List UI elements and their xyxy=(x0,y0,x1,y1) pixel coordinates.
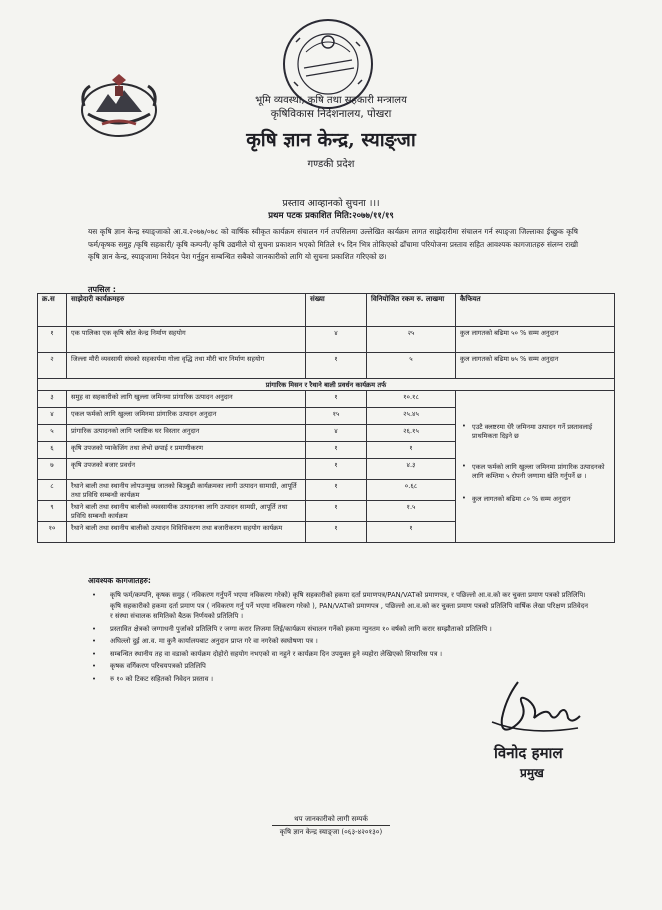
bullet-icon: • xyxy=(462,461,466,470)
contact-info: कृषि ज्ञान केन्द्र स्याङ्जा (०६३-४२०१३०) xyxy=(279,828,383,836)
required-docs-title: आवश्यक कागजातहरु: xyxy=(88,576,151,585)
cell-count: ४ xyxy=(306,425,367,442)
signatory-name: विनोद हमाल xyxy=(494,744,563,762)
directorate-name: कृषिविकास निर्देशनालय, पोखरा xyxy=(270,108,392,120)
bullet-icon: • xyxy=(92,591,97,599)
bullet-icon: • xyxy=(92,637,97,645)
cell-count: ४ xyxy=(306,327,367,353)
cell-sn: २ xyxy=(38,353,67,379)
bullet-icon: • xyxy=(462,421,466,430)
table-subheading: प्रांगारिक मिसन र रैथाने बाली प्रवर्धन कार्यक्रम तर्फ xyxy=(38,379,615,391)
signature-scribble xyxy=(488,678,584,740)
cell-count: १ xyxy=(306,353,367,379)
cell-count: १ xyxy=(306,480,367,501)
ministry-name: भूमि व्यवस्था, कृषि तथा सहकारी मन्त्रालय xyxy=(255,95,407,106)
cell-program: समुह वा सहकारीको लागि खुल्ला जमिनमा प्रांगारिक उत्पादन अनुदान xyxy=(67,391,306,408)
header-remarks: कैफियत xyxy=(456,294,615,327)
list-item: • सम्बन्धित स्थानीय तह वा वडाको कार्यक्रम दोहोरो सहयोग नभएको वा नहुने र कार्यक्रम दिन उपयुक्त हुने व्यहोरा लेखिएको सिफारिस पत्र । xyxy=(92,649,443,658)
details-label: तपसिल : xyxy=(88,285,116,294)
cell-program: प्रांगारिक उत्पादनको लागि प्लाष्टिक घर विस्तार अनुदान xyxy=(67,425,306,442)
cell-count: १ xyxy=(306,459,367,480)
cell-sn: ९ xyxy=(38,501,67,522)
remark-item: • कुल लागतको बढिमा ८० % सम्म अनुदान xyxy=(462,493,571,503)
cell-program: रैथाने बाली तथा स्थानीय लोपउन्मुख जातको बिउबुढी कार्यक्रमका लागी उत्पादन सामाग्री, आपूर्ति तथा प्रविधि सम्बन्धी कार्यक्रम xyxy=(67,480,306,501)
table-row xyxy=(38,327,615,353)
cell-sn: ४ xyxy=(38,408,67,425)
cell-sn: ३ xyxy=(38,391,67,408)
cell-amount: १.५ xyxy=(367,501,456,522)
cell-amount: २५ xyxy=(367,327,456,353)
cell-program: रैथाने बाली तथा स्थानीय बालीको व्यवसायीक उत्पादनका लागि उत्पादन सामग्री, आपूर्ति तथा प्रविधि सम्बन्धी कार्यक्रम xyxy=(67,501,306,522)
cell-program: एकल फर्मको लागि खुल्ला जमिनमा प्रांगारिक उत्पादन अनुदान xyxy=(67,408,306,425)
list-item: • रु १० को टिकट सहितको निवेदन प्रस्ताव । xyxy=(92,674,214,683)
signatory-title: प्रमुख xyxy=(520,766,544,780)
list-item: • कृषक वर्गिकरण परिचयपत्रको प्रतिलिपि xyxy=(92,662,206,670)
cell-amount: १०.१८ xyxy=(367,391,456,408)
list-item: • कृषि फर्म/कम्पनि, कृषक समुह ( नविकरण गर्नुपर्ने भएमा नविकरण गरेको) कृषि सहकारीको हकमा दर्ता प्रमाणपत्र/PAN/VATको प्रमाणपत्र, र पछिल्लो आ.व.को कर चुक्ता प्रमाण पत्रको प्रतिलिपि। कृषि सहकारीको हकमा दर्ता प्रमाण पत्र ( नविकरण गर्नु पर्ने भएमा नविकरण गरेको ), PAN/VATको प्रमाणपत्र , पछिल्लो आ.व.को कर चुक्ता प्रमाण पत्रको प्रतिलिपि वार्षिक लेखा परिक्षण प्रतिवेदन र संस्था संचालक समितिको बैठक निर्णयको प्रतिलिपि । xyxy=(92,591,589,620)
office-name: कृषि ज्ञान केन्द्र, स्याङ्जा xyxy=(246,129,416,151)
bullet-icon: • xyxy=(92,624,97,633)
cell-amount: १ xyxy=(367,522,456,543)
bullet-icon: • xyxy=(92,674,97,683)
table-header-row xyxy=(38,294,615,327)
cell-amount: २५.४५ xyxy=(367,408,456,425)
cell-count: १ xyxy=(306,442,367,459)
header-sn: क्र.स xyxy=(38,294,67,327)
bullet-icon: • xyxy=(92,662,97,670)
remark-item: • एउटै क्लष्टरमा धेरै जमिनमा उत्पादन गर्ने प्रस्तावलाई प्राथमिकता दिइने छ xyxy=(462,421,593,440)
cell-sn: १ xyxy=(38,327,67,353)
cell-sn: ५ xyxy=(38,425,67,442)
header-count: संख्या xyxy=(306,294,367,327)
table-row xyxy=(38,353,615,379)
cell-amount: २६.१५ xyxy=(367,425,456,442)
publish-date: प्रथम पटक प्रकाशित मिति:२०७७/११/१९ xyxy=(268,211,394,221)
cell-count: १ xyxy=(306,391,367,408)
cell-program: एक पालिका एक कृषि स्रोत केन्द्र निर्माण सहयोग xyxy=(67,327,306,353)
cell-program: जिल्ला मौरी व्यवसायी संघको सहकार्यमा गोला वृद्धि तथा मौरी चार निर्माण सहयोग xyxy=(67,353,306,379)
footer-divider xyxy=(272,825,390,826)
cell-amount: ०.६८ xyxy=(367,480,456,501)
cell-program: कृषि उपजको प्याकेजिंग तथा लेभो छपाई र प्रमाणीकरण xyxy=(67,442,306,459)
table-row xyxy=(38,391,615,408)
contact-label: थप जानकारीको लागी सम्पर्क xyxy=(294,815,368,823)
bullet-icon: • xyxy=(462,493,466,502)
header-amount: विनियोजित रकम रु. लाखमा xyxy=(367,294,456,327)
header-program: साझेदारी कार्यक्रमहरु xyxy=(67,294,306,327)
list-item: • अघिल्लो दुई आ.व. मा कुनै कार्यालयबाट अनुदान प्राप्त गरे वा नगरेको स्वघोषणा पत्र । xyxy=(92,637,318,645)
cell-program: कृषि उपजको बजार प्रवर्धन xyxy=(67,459,306,480)
cell-amount: ५ xyxy=(367,353,456,379)
list-item: • प्रस्तावित क्षेत्रको जग्गाधनी पुर्जाको प्रतिलिपि र जग्गा करार लिजमा लिई/कार्यक्रम संचालन गर्नेको हकमा न्युनतम १० वर्षको लागि करार सम्झौताको प्रतिलिपि । xyxy=(92,624,492,633)
cell-remarks: कुल लागतको बढिमा ५० % सम्म अनुदान xyxy=(456,327,615,353)
cell-amount: ४.३ xyxy=(367,459,456,480)
cell-program: रैथाने बाली तथा स्थानीय बालीको उत्पादन विविधिकरण तथा बजारीकरण सहयोग कार्यक्रम xyxy=(67,522,306,543)
cell-count: १५ xyxy=(306,408,367,425)
cell-sn: ६ xyxy=(38,442,67,459)
province-name: गण्डकी प्रदेश xyxy=(307,159,355,170)
cell-sn: ८ xyxy=(38,480,67,501)
program-table xyxy=(37,293,615,543)
grouped-remarks-cell xyxy=(456,391,615,543)
cell-count: १ xyxy=(306,522,367,543)
remark-item: • एकल फर्मको लागि खुल्ला जमिनमा प्रांगारिक उत्पादनको लागि कम्तिमा ५ रोपनी जग्गामा खेति गर्नुपर्ने छ । xyxy=(462,461,605,480)
cell-count: १ xyxy=(306,501,367,522)
cell-amount: १ xyxy=(367,442,456,459)
bullet-icon: • xyxy=(92,649,97,658)
notice-body: यस कृषि ज्ञान केन्द्र स्याङ्जाको आ.व.२०७७/०७८ को वार्षिक स्वीकृत कार्यक्रम संचालन गर्न तपसिलमा उल्लेखित कार्यक्रम लागत साझेदारीमा संचालन गर्न स्याङ्जा जिल्लाका ईच्छुक कृषि फर्म/कृषक समुह /कृषि सहकारी/ कृषि कम्पनी/ कृषि उद्यमीले यो सुचना प्रकाशन भएको मितिले १५ दिन भित्र तोकिएको ढाँचामा परियोजना प्रस्ताव सहित आवश्यक कागजातहरु संलग्न राखी कृषि ज्ञान केन्द्र, स्याङ्जामा निवेदन पेश गर्नुहुन सम्बन्धित सबैको जानकारीको लागि यो सुचना प्रकाशित गरिएको छ। xyxy=(88,227,578,261)
cell-sn: ७ xyxy=(38,459,67,480)
notice-title: प्रस्ताव आव्हानको सुचना ।।। xyxy=(282,198,380,209)
cell-sn: १० xyxy=(38,522,67,543)
cell-remarks: कुल लागतको बढिमा ७५ % सम्म अनुदान xyxy=(456,353,615,379)
required-docs-list xyxy=(92,590,592,686)
table-subheading-row xyxy=(38,379,615,391)
